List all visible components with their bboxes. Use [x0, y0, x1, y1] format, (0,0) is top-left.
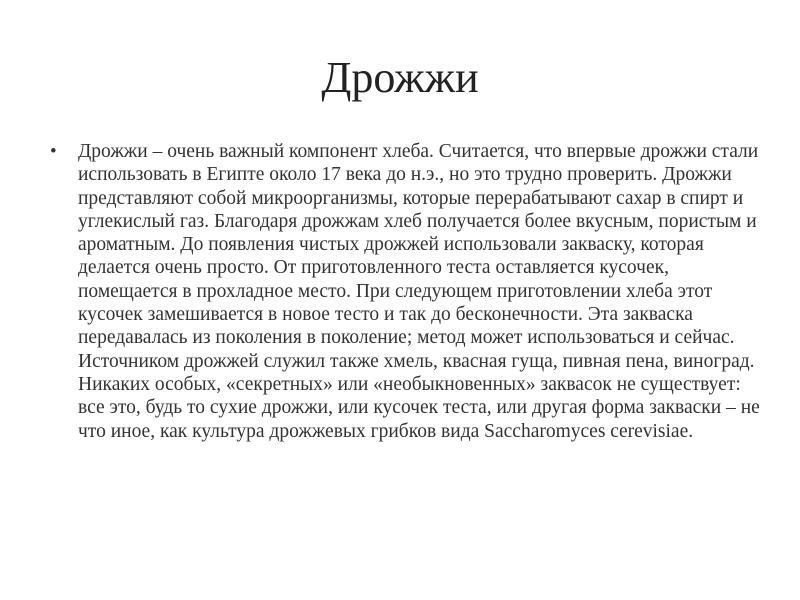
bullet-item [50, 140, 770, 443]
bullet-marker: • [50, 141, 57, 162]
bullet-list [50, 140, 770, 443]
bullet-text: Дрожжи – очень важный компонент хлеба. Считается, что впервые дрожжи стали использовать в Египте около 17 века до н.э., но это трудно проверить. Дрожжи представляют собой микроорганизмы, которые перерабатывают сахар в спирт и углекислый газ. Благодаря дрожжам хлеб получается более вкусным, пористым и ароматным. До появления чистых дрожжей использовали закваску, которая делается очень просто. От приготовленного теста оставляется кусочек, помещается в прохладное место. При следующем приготовлении хлеба этот кусочек замешивается в новое тесто и так до бесконечности. Эта закваска передавалась из поколения в поколение; метод может использоваться и сейчас. Источником дрожжей служил также хмель, квасная гуща, пивная пена, виноград. Никаких особых, «секретных» или «необыкновенных» заквасок не существует: все это, будь то сухие дрожжи, или кусочек теста, или другая форма закваски – не что иное, как культура дрожжевых грибков вида Saccharomyces cerevisiae. [78, 141, 760, 442]
slide-title: Дрожжи [321, 53, 479, 102]
